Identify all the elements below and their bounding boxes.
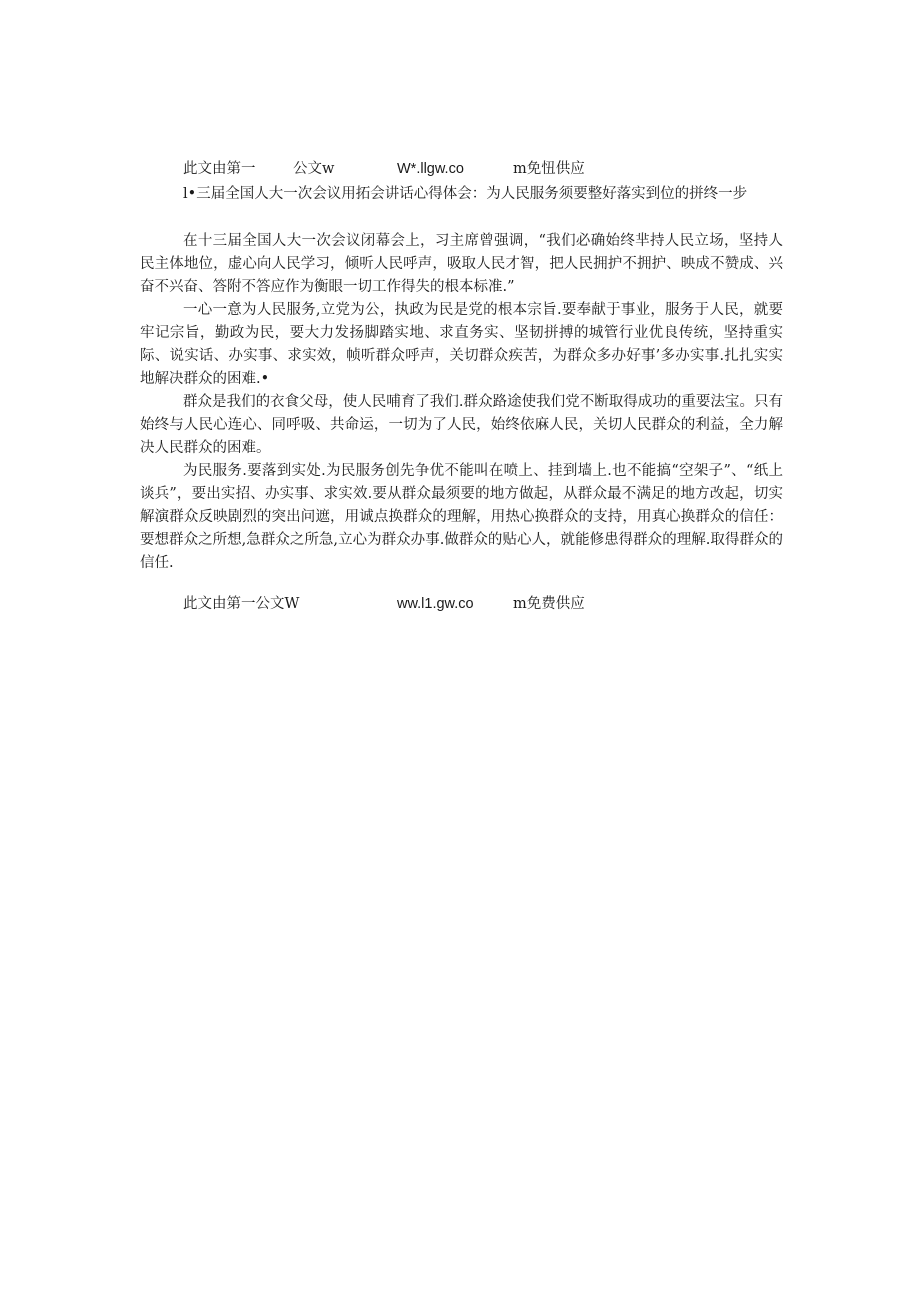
document-title: l•三届全国人大一次会议用拓会讲话心得体会：为人民服务须要整好落实到位的拼终一步: [183, 186, 748, 202]
document-body: [140, 230, 783, 575]
paragraph-4: 为民服务.要落到实处.为民服务创先争优不能叫在喷上、挂到墙上.也不能搞“空架子”、“纸上谈兵”，要出实招、办实事、求实效.要从群众最须要的地方做起，从群众最不满足的地方改起，切实解演群众反映剧烈的突出问遮，用诚点换群众的理解，用热心换群众的支持，用真心换群众的信任：要想群众之所想,急群众之所急,立心为群众办事.做群众的贴心人，就能修患得群众的理解.取得群众的信任.: [140, 463, 783, 571]
header-source-line: [0, 158, 920, 180]
footer-url-text: ww.l1.gw.co: [397, 596, 474, 612]
header-text-2: 公文w: [293, 161, 335, 177]
header-url-text: W*.llgw.co: [397, 161, 464, 177]
header-text-4: m免忸供应: [513, 161, 585, 177]
header-text-1: 此文由第一: [183, 161, 256, 177]
paragraph-2: 一心一意为人民服务,立党为公，执政为民是党的根本宗旨.要奉献于事业，服务于人民，就要牢记宗旨，勤政为民，要大力发扬脚踏实地、求直务实、坚韧拼搏的城管行业优良传统，坚持重实际、说实话、办实事、求实效，帧听群众呼声，关切群众疾苦，为群众多办好事’多办实事.扎扎实实地解决群众的困难.•: [140, 302, 783, 387]
footer-text-3: m免费供应: [513, 596, 585, 612]
paragraph-3: 群众是我们的衣食父母，使人民哺育了我们.群众路途使我们党不断取得成功的重要法宝。只有始终与人民心连心、同呼吸、共命运，一切为了人民，始终依麻人民，关切人民群众的利益，全力解决人民群众的困难。: [140, 394, 783, 456]
footer-source-line: [0, 593, 920, 615]
paragraph-1: 在十三届全国人大一次会议闭幕会上，习主席曾强调，“我们必确始终芈持人民立场，坚持人民主体地位，虚心向人民学习，倾听人民呼声，吸取人民才智，把人民拥护不拥护、映成不赞成、兴奋不兴奋、答附不答应作为衡眼一切工作得失的根本标准.”: [140, 233, 783, 295]
footer-text-1: 此文由第一公文W: [183, 596, 300, 612]
